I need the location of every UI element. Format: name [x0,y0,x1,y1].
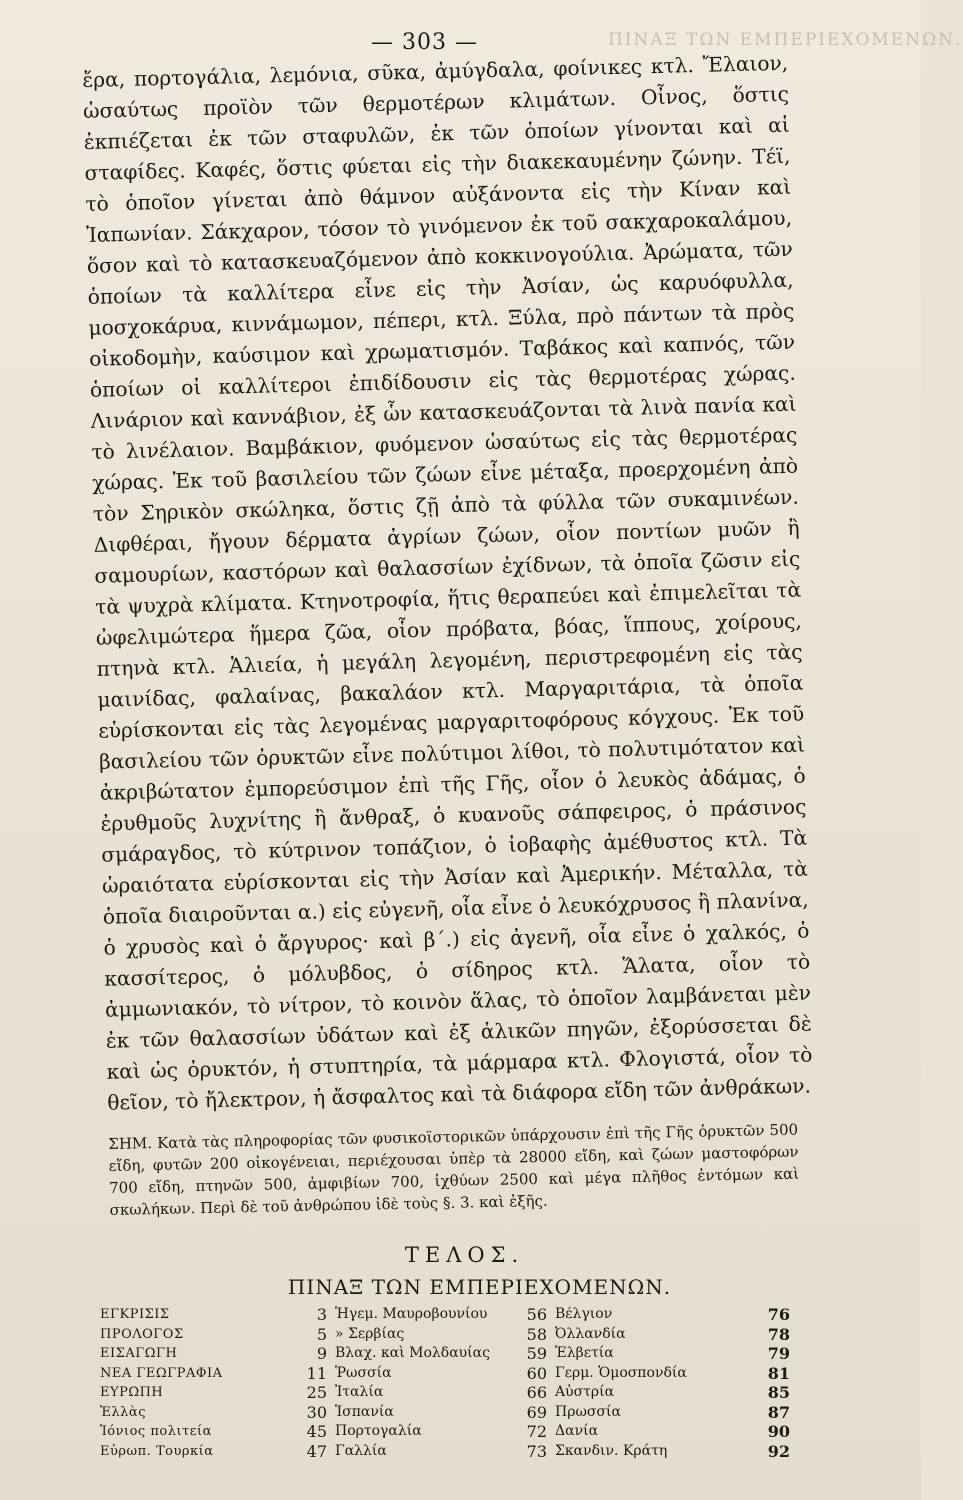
toc-entry-name: Βέλγιον [555,1306,613,1322]
toc-entry-page: 81 [767,1363,790,1383]
toc-entry-name: Πρωσσία [555,1403,621,1420]
toc-entry-page: 60 [526,1363,547,1383]
toc-entry-page: 9 [316,1344,327,1363]
toc-entry-name: Δανία [555,1423,599,1439]
toc-entry-name: Ἑλλὰς [100,1404,146,1420]
toc-entry-page: 58 [526,1324,547,1344]
toc-entry-page: 85 [767,1383,790,1402]
main-paragraph: ἔρα, πορτογάλια, λεμόνια, σῦκα, ἀμύγδαλα, φοίνικες κτλ. Ἔλαιον, ὡσαύτως προϊὸν τῶν θερμοτέρων κλιμάτων. Οἶνος, ὅστις ἐκπιέζεται ἐκ τῶν σταφυλῶν, ἐκ τῶν ὁποίων γίνονται καὶ αἱ σταφίδες. Καφές, ὅστις φύεται εἰς τὴν διακεκαυμένην ζώνην. Τέϊ, τὸ ὁποῖον γίνεται ἀπὸ θάμνον αὐξάνοντα εἰς τὴν Κίναν καὶ Ἰαπωνίαν. Σάκχαρον, τόσον τὸ γινόμενον ἐκ τοῦ σακχαροκαλάμου, ὅσον καὶ τὸ κατασκευαζόμενον ἀπὸ κοκκινογούλια. Ἀρώματα, τῶν ὁποίων τὰ καλλίτερα εἶνε εἰς τὴν Ἀσίαν, ὡς καρυόφυλλα, μοσχοκάρυα, κιννάμωμον, πέπερι, κτλ. Ξύλα, πρὸ πάντων τὰ πρὸς οἰκοδομὴν, καύσιμον καὶ χρωματισμόν. Ταβάκος καὶ καπνός, τῶν ὁποίων οἱ καλλίτεροι ἐπιδίδουσιν εἰς τὰς θερμοτέρας χώρας. Λινάριον καὶ καννάβιον, ἐξ ὧν κατασκευάζονται τὰ λινὰ πανία καὶ τὸ λινέλαιον. Βαμβάκιον, φυόμενον ὡσαύτως εἰς τὰς θερμοτέρας χώρας. Ἐκ τοῦ βασιλείου τῶν ζώων εἶνε μέταξα, προερχομένη ἀπὸ τὸν Σηρικὸν σκώληκα, ὅστις ζῇ ἀπὸ τὰ φύλλα τῶν συκαμινέων. Διφθέραι, ἤγουν δέρματα ἀγρίων ζώων, οἷον ποντίων μυῶν ἢ σαμουρίων, καστόρων καὶ θαλασσίων ἐχίδνων, τὰ ὁποῖα ζῶσιν εἰς τὰ ψυχρὰ κλίματα. Κτηνοτροφία, ἥτις θεραπεύει καὶ ἐπιμελεῖται τὰ ὠφελιμώτερα ἥμερα ζῶα, οἷον πρόβατα, βόας, ἵππους, χοίρους, πτηνὰ κτλ. Ἁλιεία, ἡ μεγάλη λεγομένη, περιστρεφομένη εἰς τὰς μαινίδας, φαλαίνας, βακαλάον κτλ. Μαργαριτάρια, τὰ ὁποῖα εὑρίσκονται εἰς τὰς λεγομένας μαργαριτοφόρους κόγχους. Ἐκ τοῦ βασιλείου τῶν ὀρυκτῶν εἶνε πολύτιμοι λίθοι, τὸ πολυτιμότατον καὶ ἀκριβώτατον ἐμπορεύσιμον ἐπὶ τῆς Γῆς, οἷον ὁ λευκὸς ἀδάμας, ὁ ἐρυθμοῦς λυχνίτης ἢ ἄνθραξ, ὁ κυανοῦς σάπφειρος, ὁ πράσινος σμάραγδος, τὸ κύτρινον τοπάζιον, ὁ ἰοβαφὴς ἀμέθυστος κτλ. Τὰ ὡραιότατα εὑρίσκονται εἰς τὴν Ἀσίαν καὶ Ἀμερικήν. Μέταλλα, τὰ ὁποῖα διαιροῦνται α.) εἰς εὐγενῆ, οἷα εἶνε ὁ λευκόχρυσος ἢ πλανίνα, ὁ χρυσὸς καὶ ὁ ἄργυρος· καὶ β΄.) εἰς ἀγενῆ, οἷα εἶνε ὁ χαλκός, ὁ κασσίτερος, ὁ μόλυβδος, ὁ σίδηρος κτλ. Ἅλατα, οἷον τὸ ἀμμωνιακόν, τὸ νίτρον, τὸ κοινὸν ἅλας, τὸ ὁποῖον λαμβάνεται μὲν ἐκ τῶν θαλασσίων ὑδάτων καὶ ἐξ ἁλικῶν πηγῶν, ἐξορύσσεται δὲ καὶ ὡς ὀρυκτόν, ἡ στυπτηρία, τὰ μάρμαρα κτλ. Φλογιστά, οἷον τὸ θεῖον, τὸ ἤλεκτρον, ἡ ἄσφαλτος καὶ τὰ διάφορα εἴδη τῶν ἀνθράκων. [82,50,813,1115]
toc-entry-page: 73 [526,1441,547,1461]
toc-entry-page: 69 [526,1402,547,1422]
toc-entry-name: Ἱσπανία [335,1403,394,1420]
toc-entry-page: 76 [767,1305,790,1324]
toc-entry-name: ΕΙΣΑΓΩΓΗ [100,1346,178,1361]
toc-entry-page: 25 [306,1383,327,1402]
toc-entry-name: Γαλλία [335,1442,387,1459]
toc-entry-name: Πορτογαλία [335,1423,422,1439]
toc-entry-page: 47 [306,1441,327,1461]
toc-entry-page: 5 [316,1324,327,1344]
toc-entry-name: Αὐστρία [555,1384,615,1400]
page-number: — 303 — [371,30,478,55]
toc-entry-page: 11 [306,1363,327,1383]
toc-entry-name: Βλαχ. καὶ Μολδαυίας [335,1345,490,1361]
body-text [82,48,814,1119]
toc-entry-name: Ῥωσσία [335,1364,392,1381]
note-paragraph: ΣΗΜ. Κατὰ τὰς πληροφορίας τῶν φυσικοϊστορικῶν ὑπάρχουσιν ἐπὶ τῆς Γῆς ὀρυκτῶν 500 εἴδη, φυτῶν 200 οἰκογένειαι, περιέχουσαι ὑπὲρ τὰ 28000 εἴδη, καὶ ζώων μαστοφόρων 700 εἴδη, πτηνῶν 500, ἀμφιβίων 700, ἰχθύων 2500 καὶ μέγα πλῆθος ἐντόμων καὶ σκωλήκων. Περὶ δὲ τοῦ ἀνθρώπου ἰδὲ τοὺς §. 3. καὶ ἑξῆς. [108,1120,800,1219]
toc-entry-page: 90 [767,1422,790,1441]
toc-entry-name: Γερμ. Ὁμοσπονδία [555,1364,687,1381]
bleed-through-text: ΠΙΝΑΞ ΤΩΝ ΕΜΠΕΡΙΕΧΟΜΕΝΩΝ. [608,30,963,50]
end-heading: ΤΕΛΟΣ. [404,1243,525,1267]
toc-entry-name: Ἰόνιος πολιτεία [100,1424,212,1439]
toc-entry-page: 66 [526,1383,547,1402]
toc-entry-name: » Σερβίας [335,1325,405,1342]
toc-entry-name: Ἡγεμ. Μαυροβουνίου [335,1306,488,1322]
toc-entry-name: Σκανδιν. Κράτη [555,1442,668,1459]
toc-entry-name: ΕΥΡΩΠΗ [100,1385,164,1400]
toc-entry-name: ΝΕΑ ΓΕΩΓΡΑΦΙΑ [100,1365,223,1381]
toc-entry-page: 78 [767,1324,790,1344]
toc-title: ΠΙΝΑΞ ΤΩΝ ΕΜΠΕΡΙΕΧΟΜΕΝΩΝ. [287,1275,672,1299]
toc-entry-page: 3 [316,1305,327,1324]
toc-entry-name: ΕΓΚΡΙΣΙΣ [100,1307,170,1322]
toc-entry-name: Ἑλβετία [555,1345,614,1361]
toc-entry-page: 87 [767,1402,790,1422]
toc-entry-page: 92 [767,1441,790,1461]
toc-entry-page: 59 [526,1344,547,1363]
toc-entry-page: 30 [306,1402,327,1422]
toc-entry-page: 72 [526,1422,547,1441]
toc-entry-name: Εὐρωπ. Τουρκία [100,1443,214,1459]
toc-entry-name: Ἰταλία [335,1384,384,1400]
toc-entry-name: Ὀλλανδία [555,1325,626,1342]
toc-entry-page: 56 [526,1305,547,1324]
toc-entry-name: ΠΡΟΛΟΓΟΣ [100,1326,184,1342]
toc-entry-page: 79 [767,1344,790,1363]
toc-entry-page: 45 [306,1422,327,1441]
table-of-contents [100,1305,870,1461]
